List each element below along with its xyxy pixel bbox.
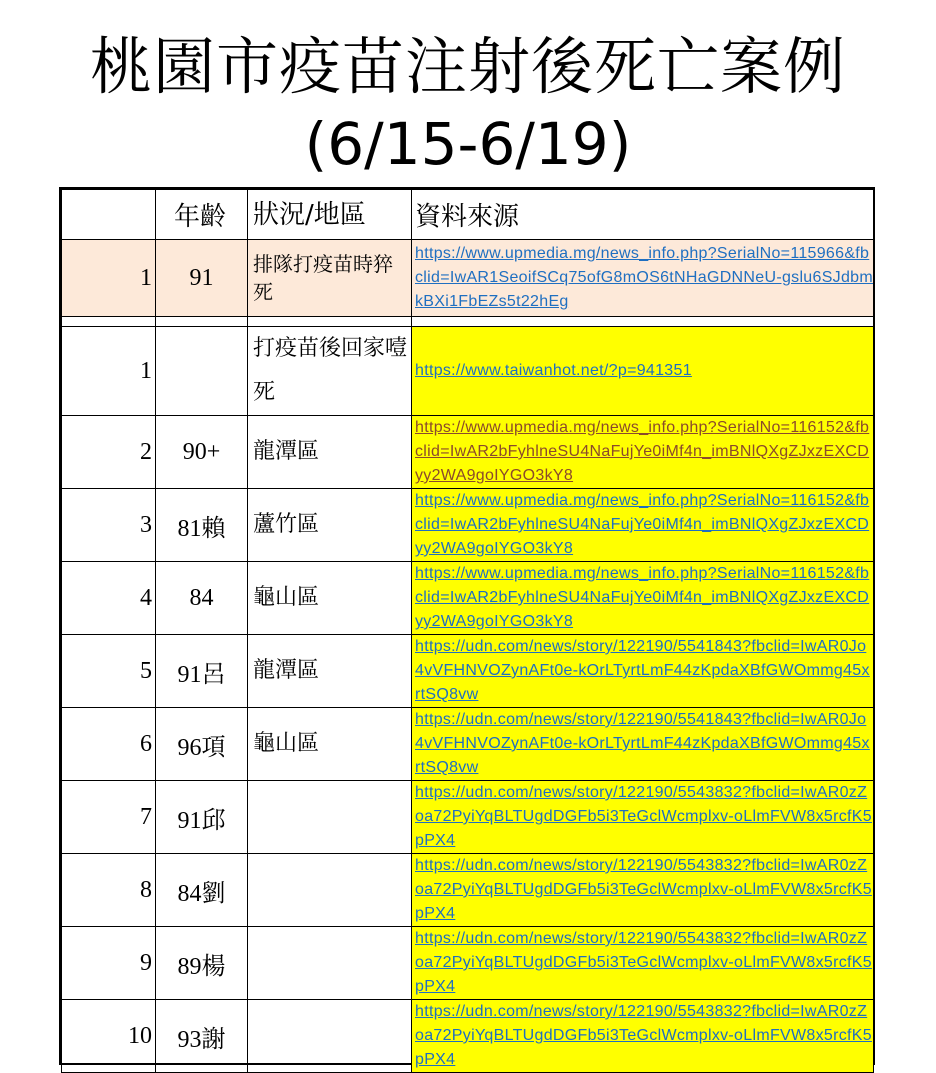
case-age: 89楊 (156, 927, 248, 1000)
case-age: 93謝 (156, 1000, 248, 1073)
table-row (62, 1000, 874, 1073)
source-link[interactable]: https://www.upmedia.mg/news_info.php?SerialNo=116152&fbclid=IwAR2bFyhlneSU4NaFujYe0iMf4n_imBNlQXgZJxzEXCDyy2WA9goIYGO3kY8 (415, 492, 870, 557)
date-range-subtitle: (6/15-6/19) (304, 110, 632, 178)
header-source: 資料來源 (412, 190, 874, 240)
table-row (62, 708, 874, 781)
case-age: 84 (156, 562, 248, 635)
source-link[interactable]: https://udn.com/news/story/122190/5543832?fbclid=IwAR0zZoa72PyiYqBLTUgdDGFb5i3TeGclWcmplxv-oLlmFVW8x5rcfK5pPX4 (415, 930, 872, 995)
source-link[interactable]: https://udn.com/news/story/122190/5543832?fbclid=IwAR0zZoa72PyiYqBLTUgdDGFb5i3TeGclWcmplxv-oLlmFVW8x5rcfK5pPX4 (415, 784, 872, 849)
source-cell (412, 489, 874, 562)
case-age: 91邱 (156, 781, 248, 854)
table-row (62, 781, 874, 854)
case-age: 91 (156, 240, 248, 317)
case-number: 2 (62, 416, 156, 489)
table-row (62, 240, 874, 317)
spacer-cell (156, 317, 248, 327)
case-number: 4 (62, 562, 156, 635)
page-title: 桃園市疫苗注射後死亡案例 (89, 30, 846, 103)
table-row (62, 635, 874, 708)
table-header-row (62, 190, 874, 240)
source-cell (412, 1000, 874, 1073)
table-row (62, 854, 874, 927)
case-number: 7 (62, 781, 156, 854)
death-cases-table (59, 187, 875, 1068)
case-number: 6 (62, 708, 156, 781)
source-cell (412, 854, 874, 927)
case-status: 龜山區 (248, 562, 412, 635)
case-status: 龍潭區 (248, 635, 412, 708)
case-age: 91呂 (156, 635, 248, 708)
case-status (248, 854, 412, 927)
table-row (62, 327, 874, 416)
source-link[interactable]: https://www.upmedia.mg/news_info.php?SerialNo=116152&fbclid=IwAR2bFyhlneSU4NaFujYe0iMf4n_imBNlQXgZJxzEXCDyy2WA9goIYGO3kY8 (415, 565, 870, 630)
source-link[interactable]: https://www.taiwanhot.net/?p=941351 (415, 362, 692, 379)
case-number: 3 (62, 489, 156, 562)
table-row (62, 927, 874, 1000)
case-number: 1 (62, 240, 156, 317)
case-status: 龍潭區 (248, 416, 412, 489)
source-link[interactable]: https://udn.com/news/story/122190/5543832?fbclid=IwAR0zZoa72PyiYqBLTUgdDGFb5i3TeGclWcmplxv-oLlmFVW8x5rcfK5pPX4 (415, 1003, 872, 1068)
source-cell (412, 416, 874, 489)
source-link[interactable]: https://udn.com/news/story/122190/5543832?fbclid=IwAR0zZoa72PyiYqBLTUgdDGFb5i3TeGclWcmplxv-oLlmFVW8x5rcfK5pPX4 (415, 857, 872, 922)
source-link[interactable]: https://udn.com/news/story/122190/5541843?fbclid=IwAR0Jo4vVFHNVOZynAFt0e-kOrLTyrtLmF44zKpdaXBfGWOmmg45xrtSQ8vw (415, 711, 870, 776)
header-age: 年齡 (156, 190, 248, 240)
case-status (248, 1000, 412, 1073)
case-status: 龜山區 (248, 708, 412, 781)
source-cell (412, 927, 874, 1000)
source-cell (412, 635, 874, 708)
spacer-cell (248, 317, 412, 327)
case-age (156, 327, 248, 416)
case-status: 蘆竹區 (248, 489, 412, 562)
source-cell (412, 327, 874, 416)
case-status: 排隊打疫苗時猝死 (248, 240, 412, 317)
header-status: 狀況/地區 (248, 190, 412, 240)
spacer-cell (62, 317, 156, 327)
header-no (62, 190, 156, 240)
table-row (62, 562, 874, 635)
source-cell (412, 562, 874, 635)
spacer-row (62, 317, 874, 327)
source-cell (412, 240, 874, 317)
case-age: 81賴 (156, 489, 248, 562)
source-link[interactable]: https://www.upmedia.mg/news_info.php?SerialNo=115966&fbclid=IwAR1SeoifSCq75ofG8mOS6tNHaGDNNeU-gslu6SJdbmkBXi1FbEZs5t22hEg (415, 245, 873, 310)
source-link[interactable]: https://www.upmedia.mg/news_info.php?SerialNo=116152&fbclid=IwAR2bFyhlneSU4NaFujYe0iMf4n_imBNlQXgZJxzEXCDyy2WA9goIYGO3kY8 (415, 419, 870, 484)
source-cell (412, 708, 874, 781)
case-status: 打疫苗後回家噎死 (248, 327, 412, 416)
case-number: 1 (62, 327, 156, 416)
case-number: 5 (62, 635, 156, 708)
case-status (248, 927, 412, 1000)
source-link[interactable]: https://udn.com/news/story/122190/5541843?fbclid=IwAR0Jo4vVFHNVOZynAFt0e-kOrLTyrtLmF44zKpdaXBfGWOmmg45xrtSQ8vw (415, 638, 870, 703)
case-number: 8 (62, 854, 156, 927)
case-age: 84劉 (156, 854, 248, 927)
source-cell (412, 781, 874, 854)
case-number: 10 (62, 1000, 156, 1073)
case-age: 90+ (156, 416, 248, 489)
table-row (62, 416, 874, 489)
case-age: 96項 (156, 708, 248, 781)
case-status (248, 781, 412, 854)
case-number: 9 (62, 927, 156, 1000)
spacer-cell (412, 317, 874, 327)
table-row (62, 489, 874, 562)
